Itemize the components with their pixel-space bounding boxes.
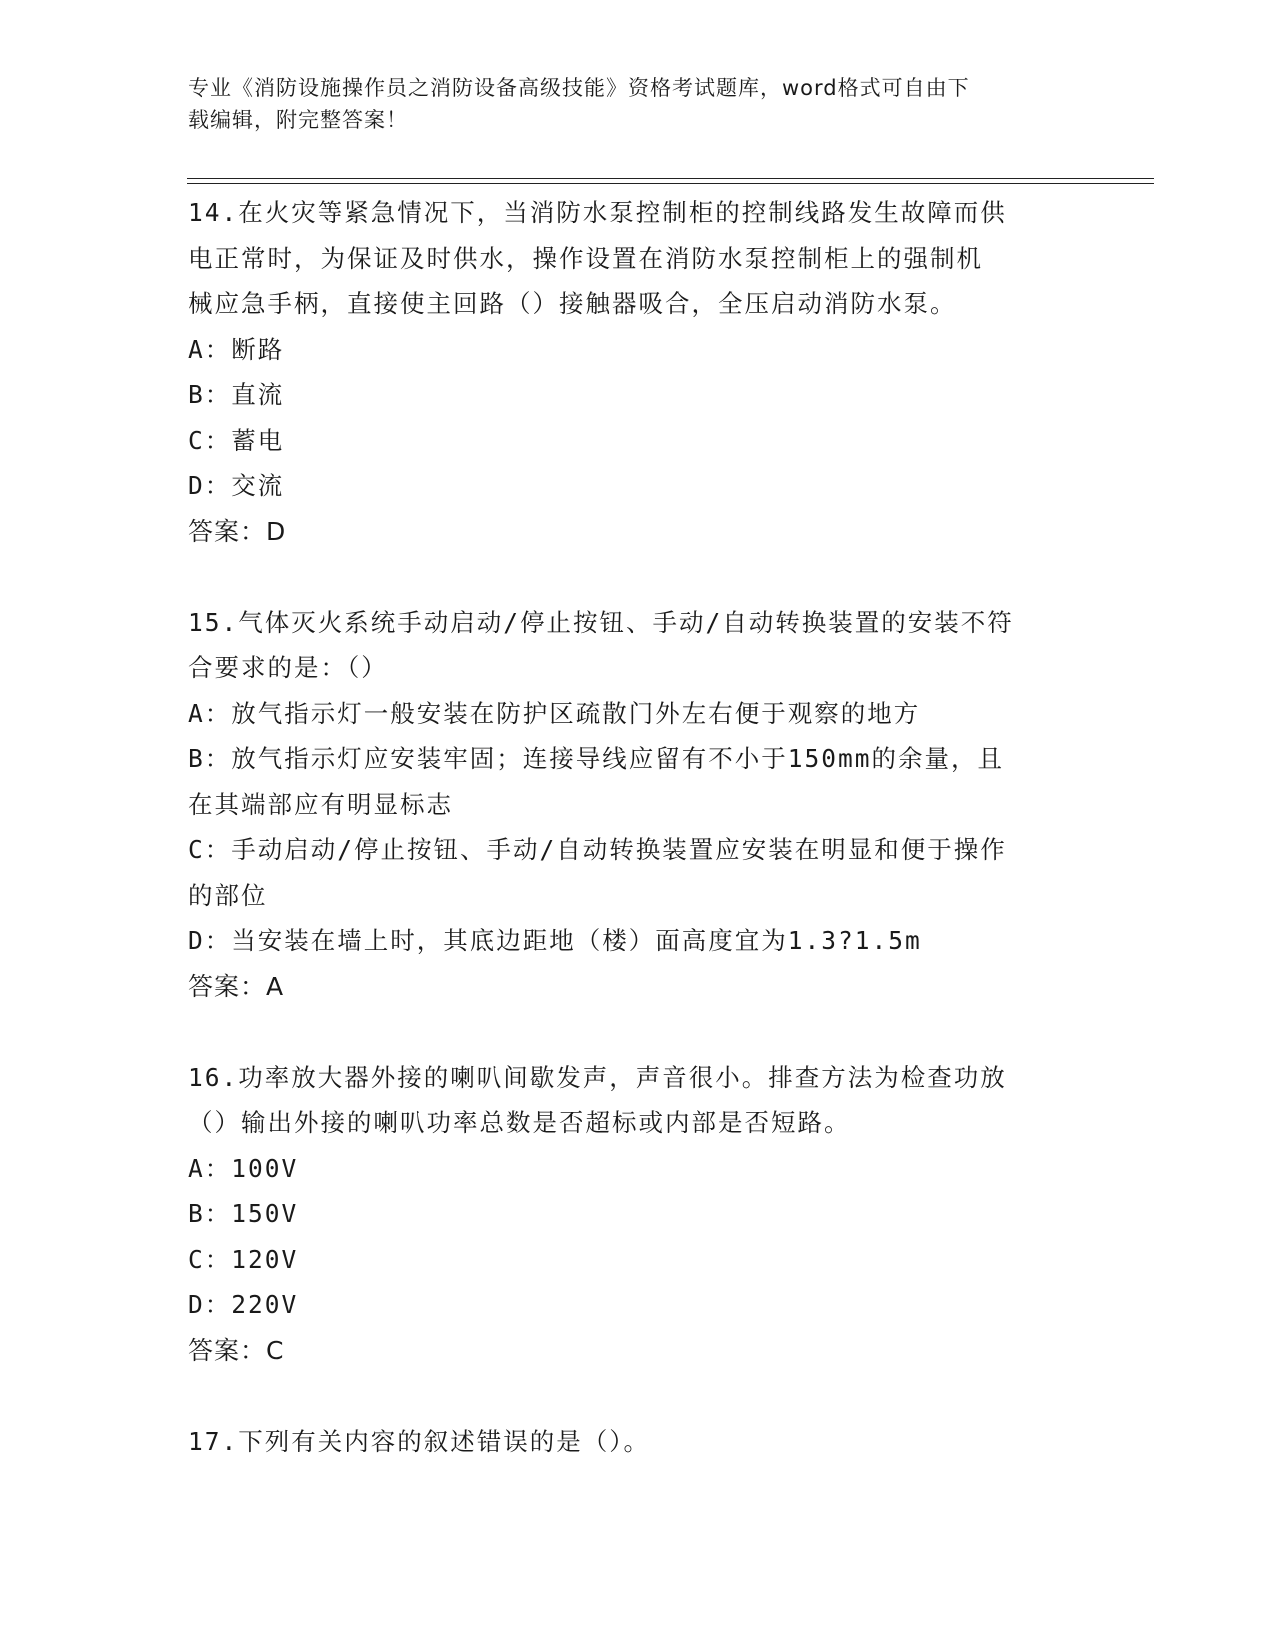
option-c: C：手动启动/停止按钮、手动/自动转换装置应安装在明显和便于操作 bbox=[188, 835, 1007, 864]
option-a: A：断路 bbox=[188, 334, 285, 364]
question-stem-line: 16.功率放大器外接的喇叭间歇发声，声音很小。排查方法为检查功放 bbox=[188, 1062, 1007, 1092]
question-spacer bbox=[188, 1009, 1068, 1055]
option-d: D：交流 bbox=[188, 471, 285, 500]
option-a: A：放气指示灯一般安装在防护区疏散门外左右便于观察的地方 bbox=[188, 698, 921, 728]
question-stem-line: 电正常时，为保证及时供水，操作设置在消防水泵控制柜上的强制机 bbox=[188, 243, 983, 273]
option-d: D：当安装在墙上时，其底边距地（楼）面高度宜为1.3?1.5m bbox=[188, 926, 922, 955]
header-line-2: 载编辑，附完整答案！ bbox=[188, 108, 408, 132]
question-stem-line: 合要求的是：（） bbox=[188, 653, 388, 682]
header-divider-thin bbox=[187, 178, 1154, 179]
question-stem-line: 17.下列有关内容的叙述错误的是（）。 bbox=[188, 1426, 650, 1456]
question-spacer bbox=[188, 554, 1068, 600]
header-line-1: 专业《消防设施操作员之消防设备高级技能》资格考试题库，word格式可自由下 bbox=[188, 76, 970, 100]
answer-label: 答案：D bbox=[188, 516, 287, 546]
document-header bbox=[188, 72, 1088, 136]
question-16 bbox=[188, 1055, 1068, 1374]
option-c: C：蓄电 bbox=[188, 425, 285, 455]
question-17 bbox=[188, 1419, 1068, 1465]
question-15 bbox=[188, 600, 1068, 1010]
question-list bbox=[188, 190, 1068, 1464]
question-stem-line: （）输出外接的喇叭功率总数是否超标或内部是否短路。 bbox=[188, 1108, 851, 1137]
option-b: B：150V bbox=[188, 1199, 299, 1228]
header-divider-thick bbox=[187, 183, 1154, 184]
option-c-continued: 的部位 bbox=[188, 880, 268, 910]
question-stem-line: 械应急手柄，直接使主回路（）接触器吸合，全压启动消防水泵。 bbox=[188, 289, 957, 318]
question-14 bbox=[188, 190, 1068, 554]
option-d: D：220V bbox=[188, 1290, 299, 1319]
option-b-continued: 在其端部应有明显标志 bbox=[188, 789, 453, 819]
option-b: B：直流 bbox=[188, 380, 285, 409]
question-spacer bbox=[188, 1373, 1068, 1419]
question-stem-line: 15.气体灭火系统手动启动/停止按钮、手动/自动转换装置的安装不符 bbox=[188, 607, 1014, 637]
option-c: C：120V bbox=[188, 1244, 299, 1274]
answer-label: 答案：C bbox=[188, 1335, 285, 1365]
answer-label: 答案：A bbox=[188, 971, 285, 1001]
option-b: B：放气指示灯应安装牢固；连接导线应留有不小于150mm的余量，且 bbox=[188, 744, 1004, 773]
option-a: A：100V bbox=[188, 1153, 299, 1183]
question-stem-line: 14.在火灾等紧急情况下，当消防水泵控制柜的控制线路发生故障而供 bbox=[188, 198, 1007, 227]
